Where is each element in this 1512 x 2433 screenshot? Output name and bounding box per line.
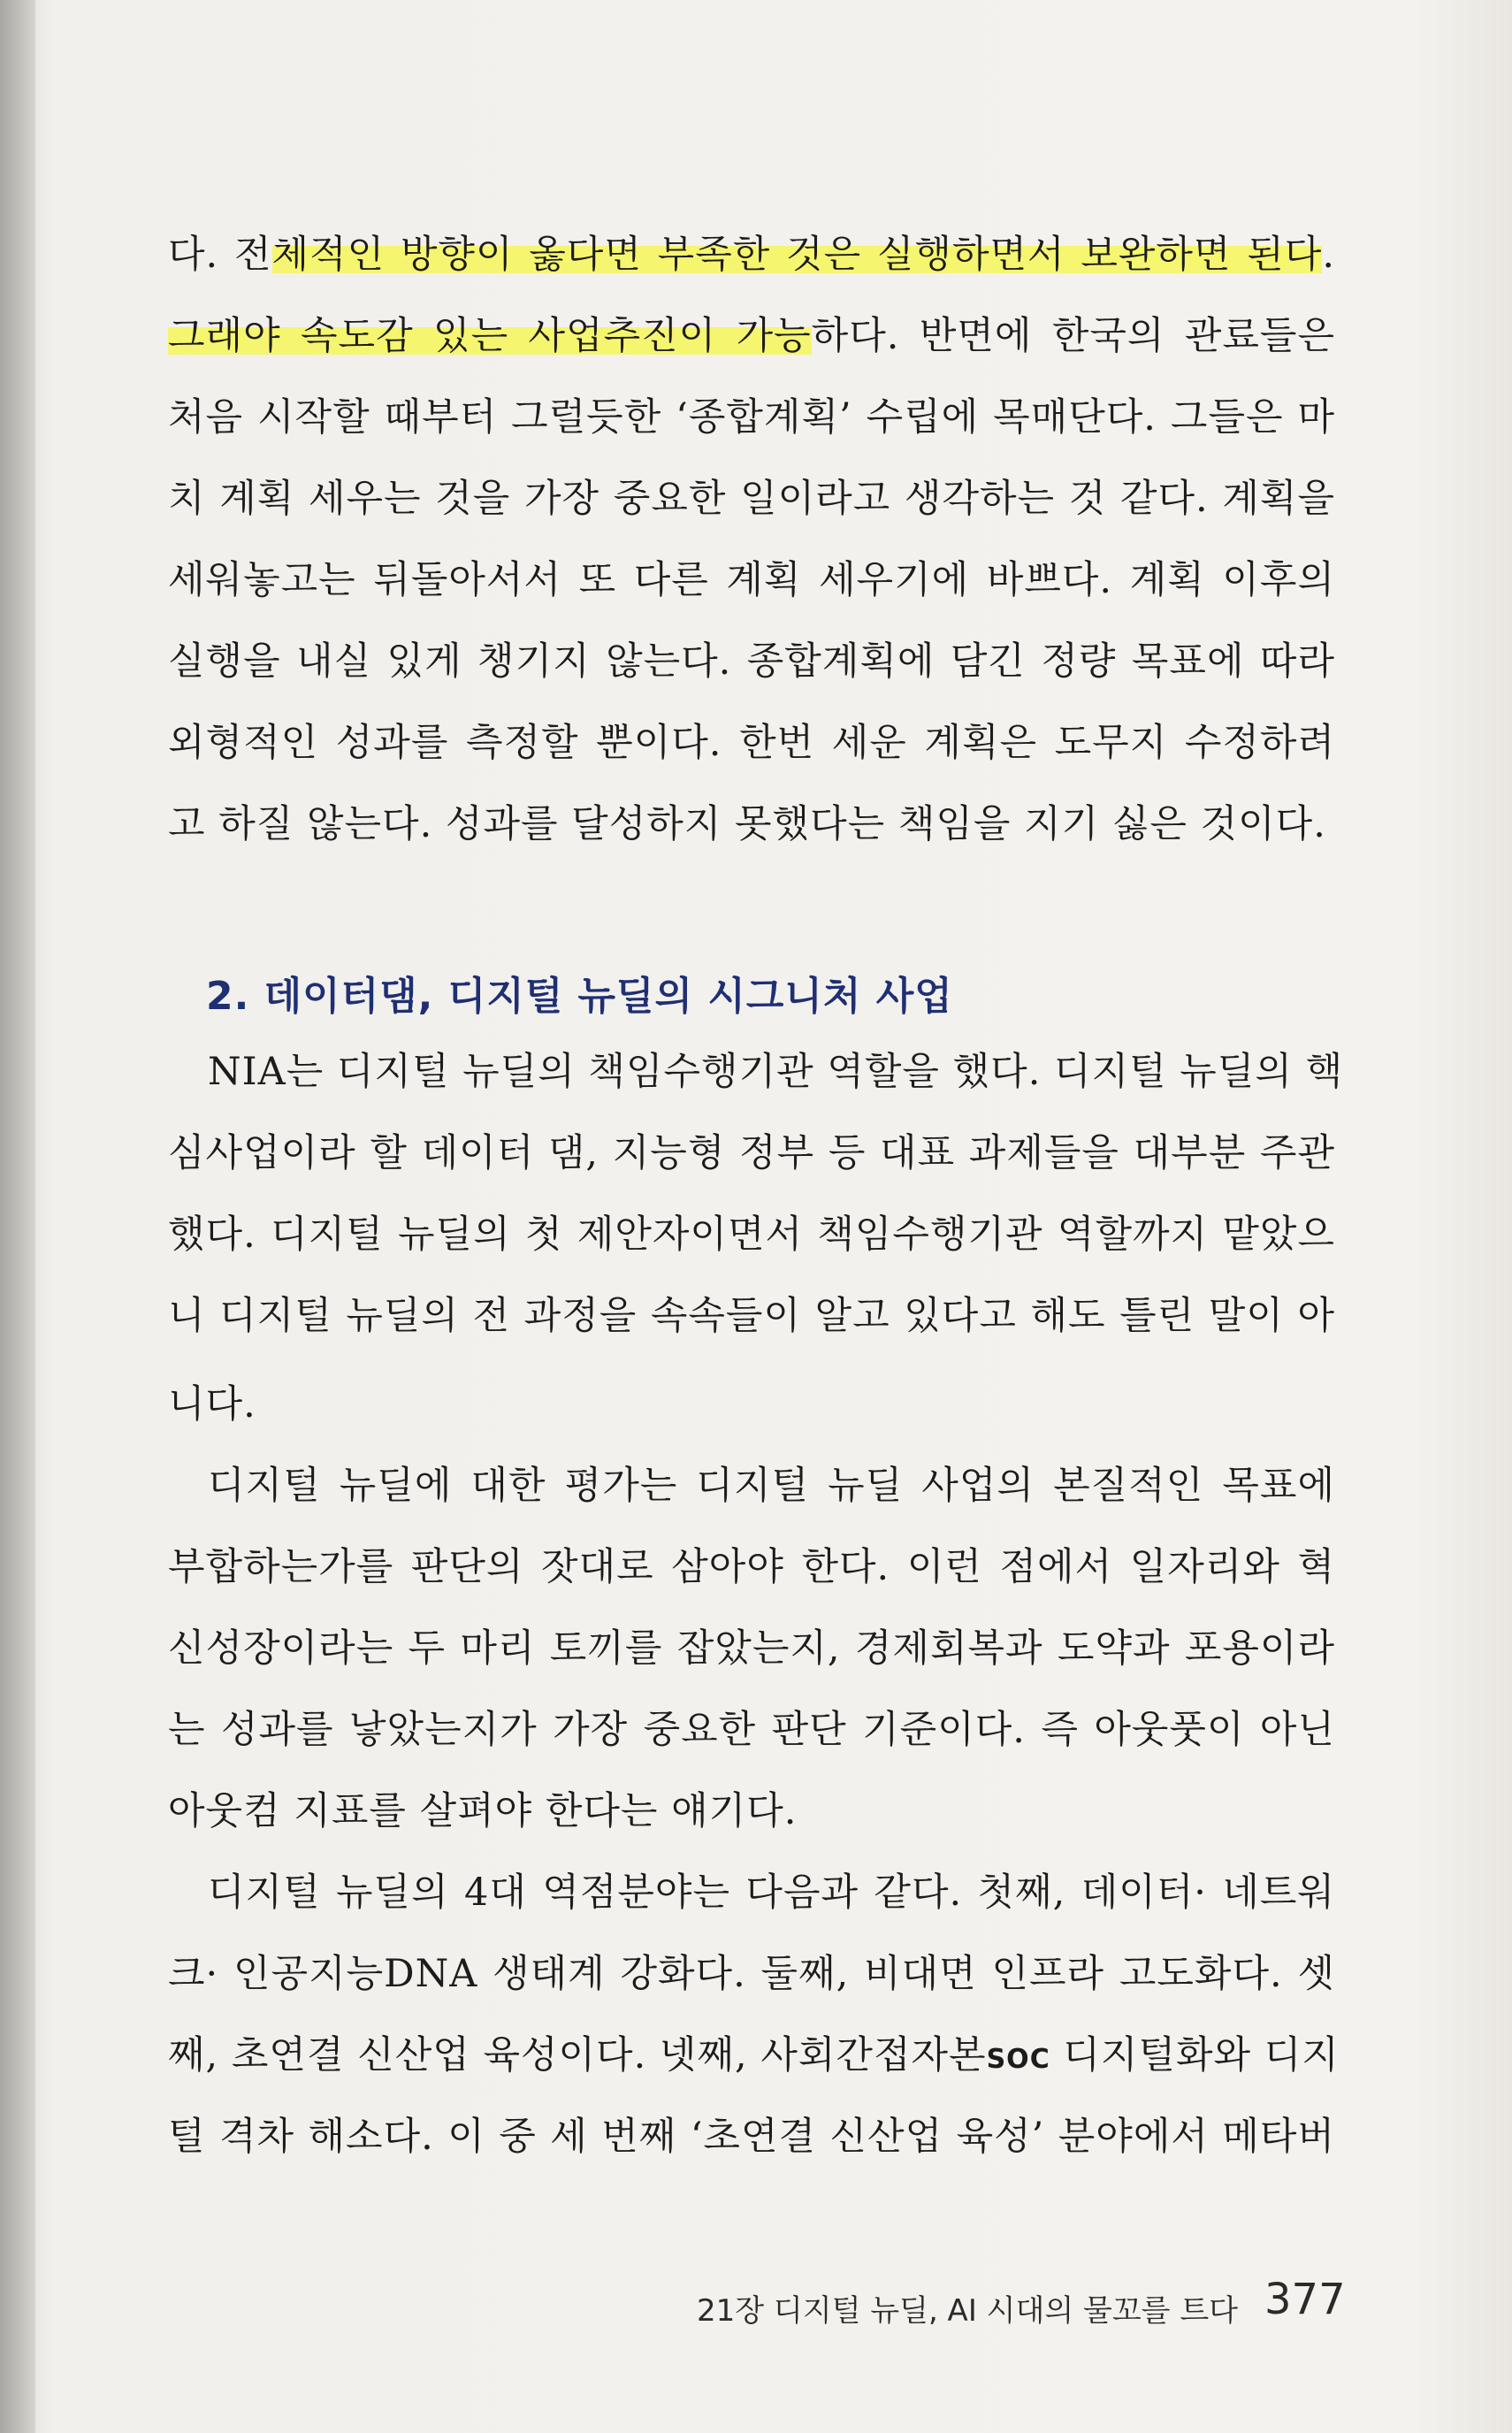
text-line: 했다. 디지털 뉴딜의 첫 제안자이면서 책임수행기관 역할까지 맡았으 [168,1213,1335,1257]
text-line: 그래야 속도감 있는 사업추진이 가능하다. 반면에 한국의 관료들은 [168,314,1335,358]
highlighted-text: 그래야 속도감 있는 사업추진이 가능 [168,314,812,358]
text-line: 다. 전체적인 방향이 옳다면 부족한 것은 실행하면서 보완하면 된다. [168,233,1335,277]
text-line: 치 계획 세우는 것을 가장 중요한 일이라고 생각하는 것 같다. 계획을 [168,477,1335,521]
text-line: 실행을 내실 있게 챙기지 않는다. 종합계획에 담긴 정량 목표에 따라 [168,639,1335,684]
text-line: 심사업이라 할 데이터 댐, 지능형 정부 등 대표 과제들을 대부분 주관 [168,1131,1335,1175]
text-line: 고 하질 않는다. 성과를 달성하지 못했다는 책임을 지기 싫은 것이다. [168,802,1326,846]
text-line: 디지털 뉴딜에 대한 평가는 디지털 뉴딜 사업의 본질적인 목표에 [208,1464,1335,1508]
page-number: 377 [1264,2275,1346,2324]
text-line: 세워놓고는 뒤돌아서서 또 다른 계획 세우기에 바쁘다. 계획 이후의 [168,558,1335,602]
text-line: 디지털 뉴딜의 4대 역점분야는 다음과 같다. 첫째, 데이터· 네트워 [208,1871,1335,1915]
text-line: 처음 시작할 때부터 그럴듯한 ‘종합계획’ 수립에 목매단다. 그들은 마 [168,395,1335,440]
running-title: 21장 디지털 뉴딜, AI 시대의 물꼬를 트다 [697,2293,1239,2329]
text-line: 털 격차 해소다. 이 중 세 번째 ‘초연결 신산업 육성’ 분야에서 메타버 [168,2115,1335,2159]
text-line: 부합하는가를 판단의 잣대로 삼아야 한다. 이런 점에서 일자리와 혁 [168,1545,1335,1589]
text-line: 니다. [168,1382,256,1427]
soc-subscript: SOC [986,2044,1050,2075]
section-heading: 2. 데이터댐, 디지털 뉴딜의 시그니처 사업 [206,974,953,1019]
text-line: 신성장이라는 두 마리 토끼를 잡았는지, 경제회복과 도약과 포용이라 [168,1626,1335,1671]
text-line: NIA는 디지털 뉴딜의 책임수행기관 역할을 했다. 디지털 뉴딜의 핵 [208,1050,1344,1094]
page-shadow-edge [0,0,35,2433]
highlighted-text: 체적인 방향이 옳다면 부족한 것은 실행하면서 보완하면 된다 [271,233,1323,277]
text-line: 아웃컴 지표를 살펴야 한다는 얘기다. [168,1789,798,1833]
text-line: 외형적인 성과를 측정할 뿐이다. 한번 세운 계획은 도무지 수정하려 [168,721,1335,765]
text-line: 는 성과를 낳았는지가 가장 중요한 판단 기준이다. 즉 아웃풋이 아닌 [168,1708,1335,1752]
text-line: 크· 인공지능DNA 생태계 강화다. 둘째, 비대면 인프라 고도화다. 셋 [168,1952,1335,1996]
text-line: 니 디지털 뉴딜의 전 과정을 속속들이 알고 있다고 해도 틀린 말이 아 [168,1294,1335,1338]
text-line: 째, 초연결 신산업 육성이다. 넷째, 사회간접자본SOC 디지털화와 디지 [168,2033,1340,2077]
